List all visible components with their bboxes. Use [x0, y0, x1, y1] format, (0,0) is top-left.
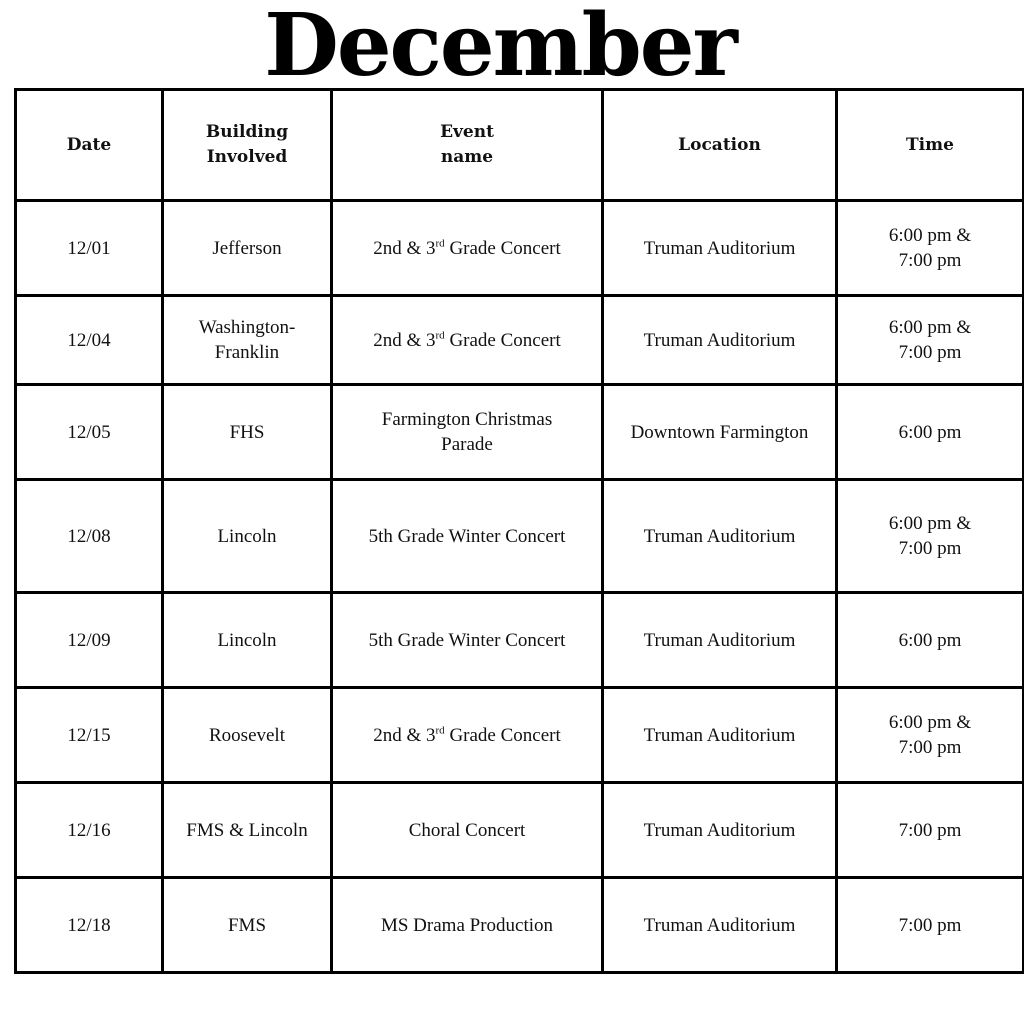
cell-time: 6:00 pm [837, 593, 1024, 688]
cell-location: Truman Auditorium [603, 593, 837, 688]
cell-time: 6:00 pm & 7:00 pm [837, 201, 1024, 296]
cell-building: Lincoln [163, 480, 332, 593]
cell-date: 12/18 [16, 878, 163, 973]
cell-building: Lincoln [163, 593, 332, 688]
table-row [16, 688, 1024, 783]
table-row [16, 783, 1024, 878]
cell-time: 7:00 pm [837, 783, 1024, 878]
header-date: Date [16, 90, 163, 201]
page-title: December [264, 0, 736, 96]
cell-date: 12/01 [16, 201, 163, 296]
cell-building: FMS & Lincoln [163, 783, 332, 878]
cell-date: 12/15 [16, 688, 163, 783]
cell-location: Truman Auditorium [603, 878, 837, 973]
cell-date: 12/04 [16, 296, 163, 385]
header-time: Time [837, 90, 1024, 201]
cell-time: 6:00 pm & 7:00 pm [837, 480, 1024, 593]
cell-location: Downtown Farmington [603, 385, 837, 480]
cell-date: 12/05 [16, 385, 163, 480]
cell-location: Truman Auditorium [603, 783, 837, 878]
cell-location: Truman Auditorium [603, 201, 837, 296]
table-row [16, 385, 1024, 480]
cell-building: Jefferson [163, 201, 332, 296]
header-building: Building Involved [163, 90, 332, 201]
cell-event: 2nd & 3rd Grade Concert [332, 688, 603, 783]
cell-event: Farmington Christmas Parade [332, 385, 603, 480]
cell-location: Truman Auditorium [603, 688, 837, 783]
cell-event: 2nd & 3rd Grade Concert [332, 201, 603, 296]
events-table [14, 88, 1024, 974]
cell-time: 6:00 pm [837, 385, 1024, 480]
header-location: Location [603, 90, 837, 201]
cell-location: Truman Auditorium [603, 296, 837, 385]
table-header-row [16, 90, 1024, 201]
cell-building: Washington- Franklin [163, 296, 332, 385]
cell-date: 12/09 [16, 593, 163, 688]
cell-event: 5th Grade Winter Concert [332, 593, 603, 688]
table-row [16, 201, 1024, 296]
table-row [16, 480, 1024, 593]
cell-event: MS Drama Production [332, 878, 603, 973]
cell-event: 5th Grade Winter Concert [332, 480, 603, 593]
table-row [16, 878, 1024, 973]
cell-time: 7:00 pm [837, 878, 1024, 973]
cell-event: 2nd & 3rd Grade Concert [332, 296, 603, 385]
cell-date: 12/16 [16, 783, 163, 878]
cell-building: Roosevelt [163, 688, 332, 783]
cell-time: 6:00 pm & 7:00 pm [837, 688, 1024, 783]
cell-building: FMS [163, 878, 332, 973]
table-row [16, 593, 1024, 688]
cell-event: Choral Concert [332, 783, 603, 878]
cell-date: 12/08 [16, 480, 163, 593]
header-event-name: Event name [332, 90, 603, 201]
table-row [16, 296, 1024, 385]
cell-location: Truman Auditorium [603, 480, 837, 593]
cell-time: 6:00 pm & 7:00 pm [837, 296, 1024, 385]
cell-building: FHS [163, 385, 332, 480]
